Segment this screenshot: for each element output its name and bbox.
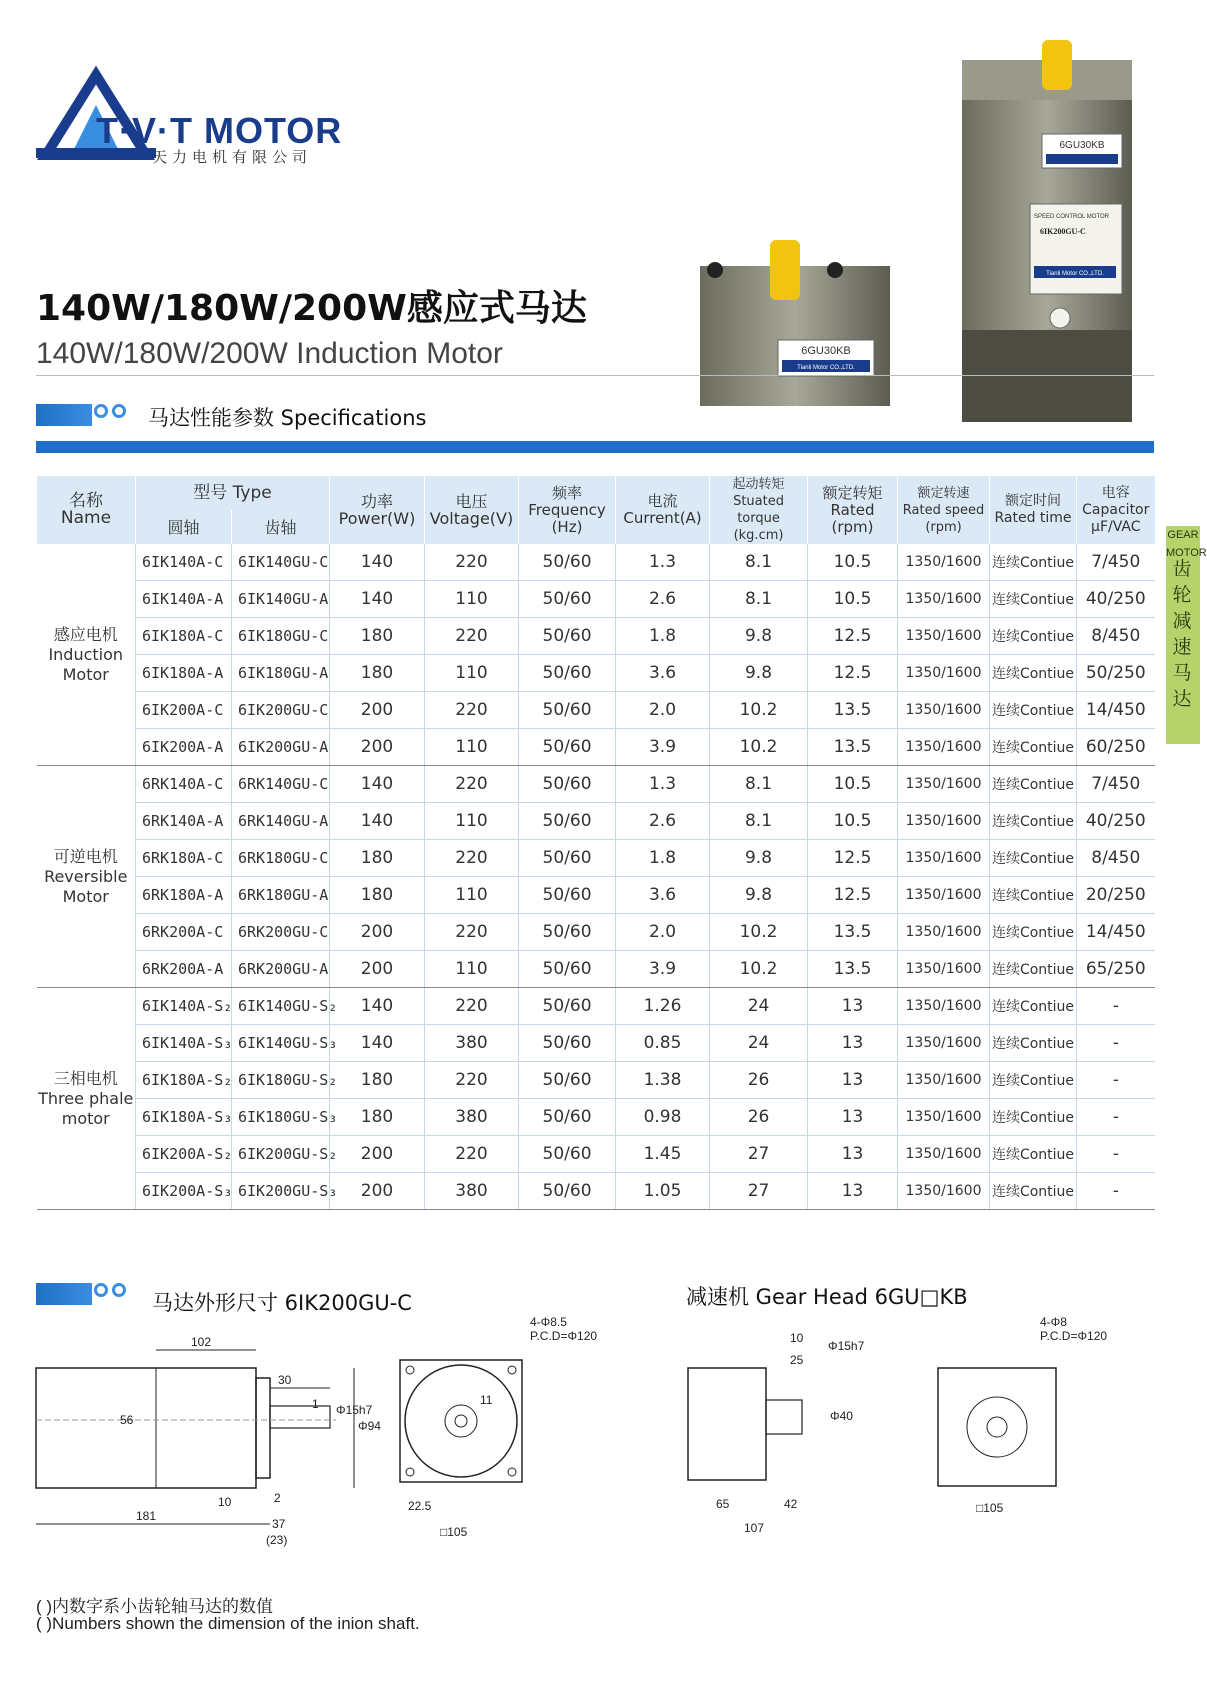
table-cell: 50/60 xyxy=(519,655,616,692)
table-cell: 200 xyxy=(330,729,425,766)
side-tab-cn: 齿轮减速马达 xyxy=(1172,558,1192,710)
table-cell: 1350/1600 xyxy=(898,1173,990,1210)
table-cell: 10.2 xyxy=(710,692,808,729)
table-row xyxy=(37,914,1155,951)
gear-dim-42: 42 xyxy=(784,1497,798,1511)
group-label: 三相电机 Three phale motor xyxy=(37,988,136,1210)
table-cell: 180 xyxy=(330,655,425,692)
dim-11: 11 xyxy=(480,1393,493,1407)
table-row xyxy=(37,692,1155,729)
spec-table xyxy=(36,476,1155,1210)
gear-dim-107: 107 xyxy=(744,1521,765,1535)
table-cell: 连续Contiue xyxy=(990,1099,1077,1136)
gear-heading: 减速机 Gear Head 6GU□KB xyxy=(686,1285,968,1309)
table-cell: 1350/1600 xyxy=(898,1025,990,1062)
col-power: 功率 Power(W) xyxy=(330,476,425,544)
table-cell: 2.0 xyxy=(616,914,710,951)
table-cell: 50/60 xyxy=(519,1062,616,1099)
table-cell: 3.9 xyxy=(616,729,710,766)
title-divider xyxy=(36,375,1154,376)
table-cell: 8/450 xyxy=(1077,840,1155,877)
table-cell: 6IK200A-A xyxy=(136,729,232,766)
table-cell: 1350/1600 xyxy=(898,1099,990,1136)
table-row xyxy=(37,1025,1155,1062)
table-cell: 13 xyxy=(808,988,898,1025)
table-cell: 13 xyxy=(808,1136,898,1173)
table-cell: 200 xyxy=(330,692,425,729)
gear-front-drawing xyxy=(920,1310,1140,1540)
table-cell: 14/450 xyxy=(1077,914,1155,951)
note-en: ( )Numbers shown the dimension of the inion shaft. xyxy=(36,1614,420,1633)
table-cell: 6IK200GU-C xyxy=(232,692,330,729)
table-cell: 40/250 xyxy=(1077,803,1155,840)
dim-holes: 4-Φ8.5 xyxy=(530,1315,567,1329)
table-row xyxy=(37,840,1155,877)
table-cell: 9.8 xyxy=(710,655,808,692)
table-cell: 40/250 xyxy=(1077,581,1155,618)
gear-dim-105: □105 xyxy=(976,1501,1004,1515)
table-cell: 6RK180A-A xyxy=(136,877,232,914)
table-cell: 3.9 xyxy=(616,951,710,988)
table-cell: 13.5 xyxy=(808,692,898,729)
section-bar xyxy=(36,404,92,426)
dim-15h7: Φ15h7 xyxy=(336,1403,373,1417)
table-cell: 1350/1600 xyxy=(898,877,990,914)
table-cell: 6RK200GU-C xyxy=(232,914,330,951)
table-cell: 连续Contiue xyxy=(990,840,1077,877)
table-cell: 6RK140GU-A xyxy=(232,803,330,840)
table-cell: 50/60 xyxy=(519,803,616,840)
side-tab xyxy=(1166,526,1207,744)
table-cell: - xyxy=(1077,1062,1155,1099)
table-cell: 13.5 xyxy=(808,951,898,988)
gear-dim-pcd: P.C.D=Φ120 xyxy=(1040,1329,1108,1343)
table-cell: 12.5 xyxy=(808,840,898,877)
table-cell: 140 xyxy=(330,988,425,1025)
dim-181: 181 xyxy=(136,1509,157,1523)
table-cell: 110 xyxy=(425,803,519,840)
table-cell: 6IK180A-S₃ xyxy=(136,1099,232,1136)
dims-section-bar xyxy=(36,1283,92,1305)
table-cell: 6RK200A-C xyxy=(136,914,232,951)
table-cell: 6IK140A-C xyxy=(136,544,232,581)
table-cell: 65/250 xyxy=(1077,951,1155,988)
table-cell: 50/60 xyxy=(519,692,616,729)
table-cell: 8.1 xyxy=(710,544,808,581)
note-cn: ( )内数字系小齿轮轴马达的数值 xyxy=(36,1597,274,1616)
table-cell: 8.1 xyxy=(710,766,808,803)
table-cell: 1350/1600 xyxy=(898,914,990,951)
table-cell: 0.98 xyxy=(616,1099,710,1136)
side-tab-en: GEAR MOTOR xyxy=(1166,529,1207,559)
col-rated-time: 额定时间 Rated time xyxy=(990,476,1077,544)
table-cell: 180 xyxy=(330,840,425,877)
table-cell: 50/60 xyxy=(519,877,616,914)
col-type: 型号 Type xyxy=(136,476,330,510)
dim-23: (23) xyxy=(266,1533,288,1547)
table-cell: 8.1 xyxy=(710,581,808,618)
table-cell: 6RK180GU-A xyxy=(232,877,330,914)
table-cell: 1350/1600 xyxy=(898,988,990,1025)
table-cell: 0.85 xyxy=(616,1025,710,1062)
table-cell: 140 xyxy=(330,803,425,840)
table-cell: 连续Contiue xyxy=(990,988,1077,1025)
table-cell: 50/60 xyxy=(519,840,616,877)
table-cell: 6IK180GU-S₂ xyxy=(232,1062,330,1099)
group-label: 感应电机 Induction Motor xyxy=(37,544,136,766)
table-row xyxy=(37,581,1155,618)
table-cell: 200 xyxy=(330,1136,425,1173)
table-cell: 1350/1600 xyxy=(898,581,990,618)
table-cell: 110 xyxy=(425,581,519,618)
gear-dim-holes: 4-Φ8 xyxy=(1040,1315,1067,1329)
dim-37: 37 xyxy=(272,1517,286,1531)
col-gear-shaft: 齿轴 xyxy=(232,510,330,544)
table-cell: 50/250 xyxy=(1077,655,1155,692)
table-cell: 1350/1600 xyxy=(898,766,990,803)
table-cell: 6RK180A-C xyxy=(136,840,232,877)
table-cell: 10.5 xyxy=(808,803,898,840)
table-cell: 10.2 xyxy=(710,951,808,988)
dim-10: 10 xyxy=(218,1495,232,1509)
table-cell: 180 xyxy=(330,618,425,655)
table-cell: 110 xyxy=(425,951,519,988)
table-cell: 连续Contiue xyxy=(990,951,1077,988)
table-cell: 9.8 xyxy=(710,618,808,655)
gear-dim-65: 65 xyxy=(716,1497,730,1511)
table-cell: 连续Contiue xyxy=(990,877,1077,914)
table-row xyxy=(37,1136,1155,1173)
motor-front-drawing xyxy=(390,1310,630,1540)
table-cell: 10.2 xyxy=(710,729,808,766)
dims-section-rings xyxy=(94,1283,126,1297)
table-cell: 6IK200A-S₃ xyxy=(136,1173,232,1210)
table-cell: 12.5 xyxy=(808,655,898,692)
table-cell: 14/450 xyxy=(1077,692,1155,729)
table-row xyxy=(37,544,1155,581)
table-cell: 连续Contiue xyxy=(990,581,1077,618)
table-cell: 26 xyxy=(710,1099,808,1136)
table-cell: 1350/1600 xyxy=(898,1136,990,1173)
table-cell: 6IK180A-A xyxy=(136,655,232,692)
dim-56: 56 xyxy=(120,1413,134,1427)
dim-30: 30 xyxy=(278,1373,292,1387)
table-cell: 6RK180GU-C xyxy=(232,840,330,877)
plate-title: SPEED CONTROL MOTOR xyxy=(1034,214,1110,220)
col-rated-speed: 额定转速 Rated speed (rpm) xyxy=(898,476,990,544)
table-cell: 连续Contiue xyxy=(990,1062,1077,1099)
table-cell: 1350/1600 xyxy=(898,951,990,988)
table-cell: 6IK180A-C xyxy=(136,618,232,655)
table-cell: 220 xyxy=(425,988,519,1025)
dims-heading: 马达外形尺寸 6IK200GU-C xyxy=(152,1291,412,1315)
table-cell: - xyxy=(1077,1173,1155,1210)
dim-22-5: 22.5 xyxy=(408,1499,432,1513)
table-cell: 1.3 xyxy=(616,544,710,581)
table-cell: 50/60 xyxy=(519,544,616,581)
motor-side-drawing xyxy=(36,1320,381,1550)
table-cell: 1350/1600 xyxy=(898,618,990,655)
table-row xyxy=(37,951,1155,988)
table-cell: 50/60 xyxy=(519,988,616,1025)
table-cell: 1.8 xyxy=(616,618,710,655)
table-cell: 10.2 xyxy=(710,914,808,951)
table-cell: 3.6 xyxy=(616,655,710,692)
specs-heading: 马达性能参数 Specifications xyxy=(148,406,427,430)
table-cell: 6IK140A-A xyxy=(136,581,232,618)
table-row xyxy=(37,1099,1155,1136)
table-cell: 6RK140A-A xyxy=(136,803,232,840)
page-title-cn: 140W/180W/200W感应式马达 xyxy=(36,288,587,329)
table-cell: 2.0 xyxy=(616,692,710,729)
table-cell: 26 xyxy=(710,1062,808,1099)
table-cell: 6IK200GU-A xyxy=(232,729,330,766)
col-name: 名称 Name xyxy=(37,476,136,544)
table-cell: 10.5 xyxy=(808,544,898,581)
table-cell: 8.1 xyxy=(710,803,808,840)
table-cell: 12.5 xyxy=(808,618,898,655)
table-cell: 13.5 xyxy=(808,914,898,951)
table-cell: 6RK140GU-C xyxy=(232,766,330,803)
plate-maker: Tianli Motor CO.,LTD. xyxy=(1046,271,1104,277)
table-cell: 200 xyxy=(330,914,425,951)
table-cell: 6IK180A-S₂ xyxy=(136,1062,232,1099)
product-image xyxy=(700,30,1140,430)
table-cell: 24 xyxy=(710,988,808,1025)
table-cell: 50/60 xyxy=(519,729,616,766)
table-cell: 140 xyxy=(330,544,425,581)
group-label: 可逆电机 Reversible Motor xyxy=(37,766,136,988)
table-cell: 连续Contiue xyxy=(990,1136,1077,1173)
col-rated: 额定转矩 Rated (rpm) xyxy=(808,476,898,544)
table-cell: 1.8 xyxy=(616,840,710,877)
table-cell: 220 xyxy=(425,840,519,877)
table-cell: 连续Contiue xyxy=(990,1025,1077,1062)
shaft-small xyxy=(770,240,800,300)
col-current: 电流 Current(A) xyxy=(616,476,710,544)
brand-name: T·V·T MOTOR xyxy=(96,110,343,151)
table-cell: 140 xyxy=(330,581,425,618)
table-cell: 连续Contiue xyxy=(990,729,1077,766)
table-cell: 6IK140GU-S₃ xyxy=(232,1025,330,1062)
col-torque: 起动转矩 Stuated torque (kg.cm) xyxy=(710,476,808,544)
table-cell: 1350/1600 xyxy=(898,803,990,840)
table-cell: 13.5 xyxy=(808,729,898,766)
table-cell: 6IK140A-S₂ xyxy=(136,988,232,1025)
table-cell: 连续Contiue xyxy=(990,766,1077,803)
table-cell: 140 xyxy=(330,766,425,803)
table-cell: 7/450 xyxy=(1077,544,1155,581)
table-cell: 6IK200GU-S₃ xyxy=(232,1173,330,1210)
table-cell: - xyxy=(1077,1025,1155,1062)
table-cell: 13 xyxy=(808,1025,898,1062)
dim-2: 2 xyxy=(274,1491,281,1505)
table-cell: 380 xyxy=(425,1173,519,1210)
table-cell: 12.5 xyxy=(808,877,898,914)
table-cell: 连续Contiue xyxy=(990,803,1077,840)
table-cell: 连续Contiue xyxy=(990,544,1077,581)
table-cell: 60/250 xyxy=(1077,729,1155,766)
table-cell: 50/60 xyxy=(519,581,616,618)
table-cell: 6IK200A-C xyxy=(136,692,232,729)
table-cell: 6IK140GU-C xyxy=(232,544,330,581)
table-cell: 3.6 xyxy=(616,877,710,914)
gear-label-tall: 6GU30KB xyxy=(1059,140,1105,151)
table-cell: 6IK200A-S₂ xyxy=(136,1136,232,1173)
table-cell: 200 xyxy=(330,951,425,988)
table-cell: 1350/1600 xyxy=(898,544,990,581)
table-cell: 200 xyxy=(330,1173,425,1210)
table-cell: 6RK140A-C xyxy=(136,766,232,803)
table-cell: 连续Contiue xyxy=(990,618,1077,655)
table-cell: 50/60 xyxy=(519,618,616,655)
table-cell: 1.26 xyxy=(616,988,710,1025)
table-cell: 50/60 xyxy=(519,766,616,803)
table-row xyxy=(37,766,1155,803)
table-row xyxy=(37,729,1155,766)
table-cell: 6IK180GU-S₃ xyxy=(232,1099,330,1136)
table-cell: 220 xyxy=(425,692,519,729)
table-cell: 6IK200GU-S₂ xyxy=(232,1136,330,1173)
table-cell: 27 xyxy=(710,1136,808,1173)
table-cell: 1350/1600 xyxy=(898,840,990,877)
table-cell: 50/60 xyxy=(519,1099,616,1136)
col-round-shaft: 圆轴 xyxy=(136,510,232,544)
table-cell: 140 xyxy=(330,1025,425,1062)
table-row xyxy=(37,1173,1155,1210)
gear-dim-15h7: Φ15h7 xyxy=(828,1339,865,1353)
section-band xyxy=(36,441,1154,453)
page-title-en: 140W/180W/200W Induction Motor xyxy=(36,337,503,370)
table-cell: 连续Contiue xyxy=(990,914,1077,951)
table-cell: 6IK140GU-S₂ xyxy=(232,988,330,1025)
gear-dim-10: 10 xyxy=(790,1331,804,1345)
table-cell: 1.38 xyxy=(616,1062,710,1099)
table-cell: 220 xyxy=(425,1136,519,1173)
table-cell: 1350/1600 xyxy=(898,655,990,692)
table-cell: 13 xyxy=(808,1173,898,1210)
dim-105: □105 xyxy=(440,1525,468,1539)
table-cell: 2.6 xyxy=(616,581,710,618)
table-cell: 13 xyxy=(808,1062,898,1099)
gear-dim-25: 25 xyxy=(790,1353,804,1367)
table-cell: 1.45 xyxy=(616,1136,710,1173)
table-cell: - xyxy=(1077,1136,1155,1173)
small-maker: Tianli Motor CO.,LTD. xyxy=(797,365,855,371)
table-cell: 380 xyxy=(425,1025,519,1062)
dim-1: 1 xyxy=(312,1397,319,1411)
table-row xyxy=(37,877,1155,914)
table-cell: 6IK140A-S₃ xyxy=(136,1025,232,1062)
table-cell: 6IK140GU-A xyxy=(232,581,330,618)
table-cell: 180 xyxy=(330,1062,425,1099)
table-cell: 110 xyxy=(425,655,519,692)
table-cell: 220 xyxy=(425,618,519,655)
table-cell: 50/60 xyxy=(519,1173,616,1210)
col-frequency: 频率 Frequency (Hz) xyxy=(519,476,616,544)
table-cell: 180 xyxy=(330,877,425,914)
table-cell: 20/250 xyxy=(1077,877,1155,914)
table-cell: 1350/1600 xyxy=(898,1062,990,1099)
table-row xyxy=(37,655,1155,692)
table-cell: 连续Contiue xyxy=(990,655,1077,692)
table-cell: 6IK180GU-A xyxy=(232,655,330,692)
plate-model: 6IK200GU-C xyxy=(1040,227,1086,236)
table-cell: 220 xyxy=(425,1062,519,1099)
table-cell: 连续Contiue xyxy=(990,1173,1077,1210)
table-cell: 2.6 xyxy=(616,803,710,840)
brand-chinese-name: 天力电机有限公司 xyxy=(152,148,313,166)
table-cell: 110 xyxy=(425,729,519,766)
table-cell: 220 xyxy=(425,544,519,581)
dim-94: Φ94 xyxy=(358,1419,381,1433)
table-cell: 24 xyxy=(710,1025,808,1062)
table-row xyxy=(37,988,1155,1025)
table-cell: 连续Contiue xyxy=(990,692,1077,729)
table-cell: 50/60 xyxy=(519,1025,616,1062)
table-cell: 110 xyxy=(425,877,519,914)
table-cell: 50/60 xyxy=(519,951,616,988)
section-rings xyxy=(94,404,126,418)
shaft-tall xyxy=(1042,40,1072,90)
table-cell: 1350/1600 xyxy=(898,692,990,729)
gear-label-small: 6GU30KB xyxy=(801,345,851,357)
table-cell: 1.3 xyxy=(616,766,710,803)
table-row xyxy=(37,618,1155,655)
table-cell: 220 xyxy=(425,766,519,803)
gear-dim-40: Φ40 xyxy=(830,1409,853,1423)
table-cell: 9.8 xyxy=(710,877,808,914)
table-cell: 6IK180GU-C xyxy=(232,618,330,655)
table-cell: 180 xyxy=(330,1099,425,1136)
table-cell: 27 xyxy=(710,1173,808,1210)
table-row xyxy=(37,1062,1155,1099)
table-cell: 50/60 xyxy=(519,1136,616,1173)
table-cell: 8/450 xyxy=(1077,618,1155,655)
table-cell: - xyxy=(1077,1099,1155,1136)
dim-102: 102 xyxy=(191,1335,212,1349)
table-cell: 7/450 xyxy=(1077,766,1155,803)
table-cell: 1.05 xyxy=(616,1173,710,1210)
col-capacitor: 电容 Capacitor μF/VAC xyxy=(1077,476,1155,544)
motor-body xyxy=(962,330,1132,422)
table-row xyxy=(37,803,1155,840)
dim-pcd: P.C.D=Φ120 xyxy=(530,1329,598,1343)
table-cell: 1350/1600 xyxy=(898,729,990,766)
table-cell: 10.5 xyxy=(808,581,898,618)
col-voltage: 电压 Voltage(V) xyxy=(425,476,519,544)
table-cell: - xyxy=(1077,988,1155,1025)
table-cell: 6RK200A-A xyxy=(136,951,232,988)
table-cell: 6RK200GU-A xyxy=(232,951,330,988)
table-cell: 10.5 xyxy=(808,766,898,803)
table-cell: 220 xyxy=(425,914,519,951)
table-cell: 380 xyxy=(425,1099,519,1136)
table-cell: 50/60 xyxy=(519,914,616,951)
table-cell: 13 xyxy=(808,1099,898,1136)
gear-side-drawing xyxy=(680,1320,880,1540)
table-cell: 9.8 xyxy=(710,840,808,877)
